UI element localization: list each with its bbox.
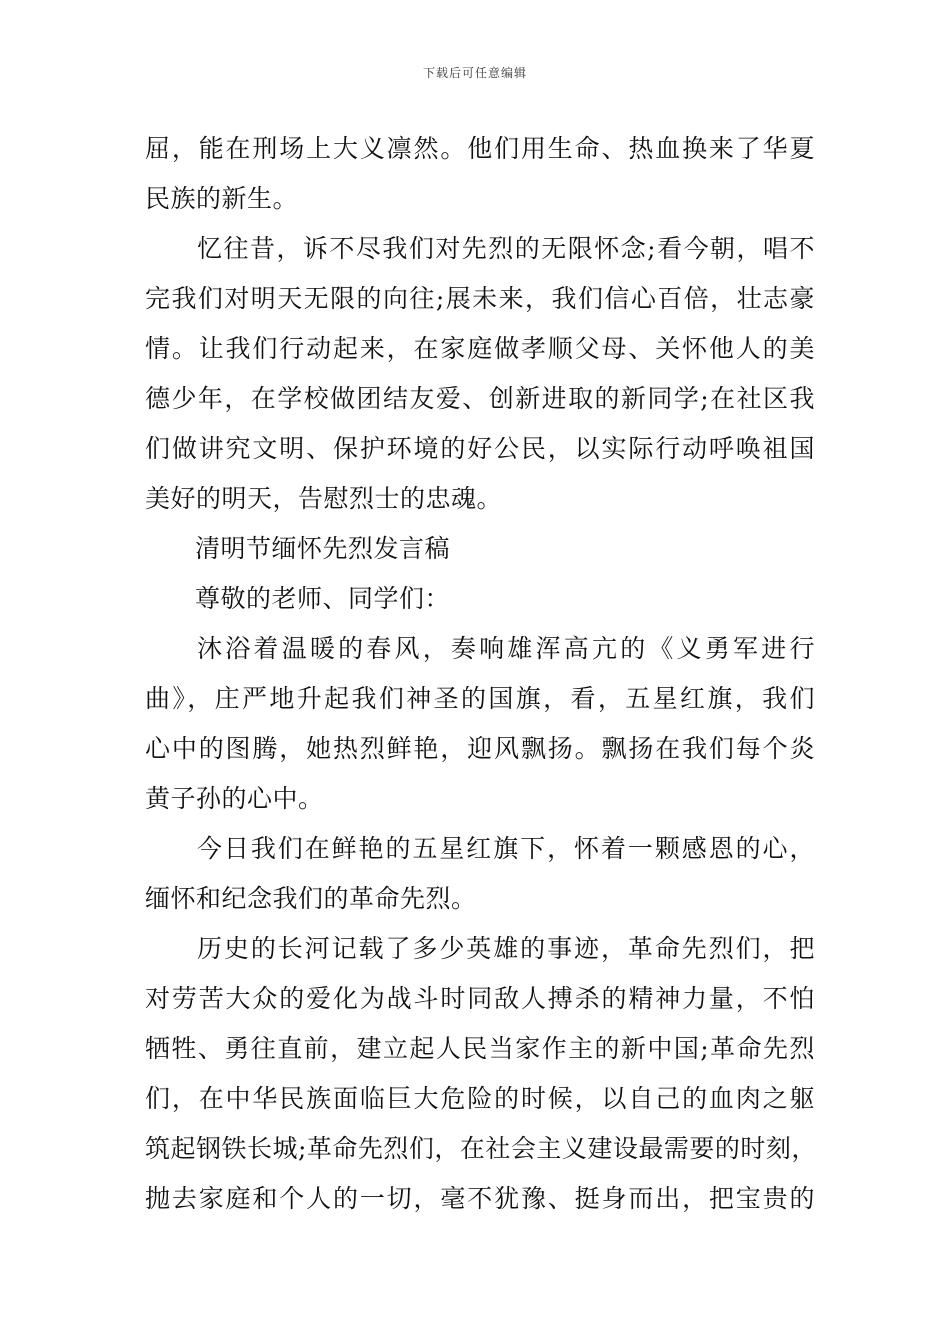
text-line: 美好的明天，告慰烈士的忠魂。: [145, 484, 503, 513]
text-line: 今日我们在鲜艳的五星红旗下，怀着一颗感恩的心，: [197, 834, 815, 863]
text-line: 对劳苦大众的爱化为战斗时同敌人搏杀的精神力量，不怕: [145, 984, 815, 1013]
text-line: 曲》，庄严地升起我们神圣的国旗，看，五星红旗，我们: [145, 684, 815, 713]
text-line: 们，在中华民族面临巨大危险的时候，以自己的血肉之躯: [145, 1084, 815, 1113]
text-line: 德少年，在学校做团结友爱、创新进取的新同学;在社区我: [145, 384, 815, 413]
document-body: [145, 124, 815, 1224]
text-line: 黄子孙的心中。: [145, 784, 324, 813]
text-line: 们做讲究文明、保护环境的好公民，以实际行动呼唤祖国: [145, 434, 815, 463]
page-header: 下载后可任意编辑: [422, 66, 527, 80]
text-line: 历史的长河记载了多少英雄的事迹，革命先烈们，把: [197, 934, 815, 963]
section-title: 清明节缅怀先烈发言稿: [195, 534, 451, 563]
text-line: 牺牲、勇往直前，建立起人民当家作主的新中国;革命先烈: [145, 1034, 815, 1063]
text-line: 情。让我们行动起来，在家庭做孝顺父母、关怀他人的美: [145, 334, 815, 363]
text-line: 缅怀和纪念我们的革命先烈。: [145, 884, 477, 913]
text-line: 屈，能在刑场上大义凛然。他们用生命、热血换来了华夏: [145, 134, 815, 163]
text-line: 沐浴着温暖的春风，奏响雄浑高亢的《义勇军进行: [197, 634, 815, 663]
salutation: 尊敬的老师、同学们：: [195, 584, 451, 613]
text-line: 抛去家庭和个人的一切，毫不犹豫、挺身而出，把宝贵的: [145, 1184, 815, 1213]
text-line: 筑起钢铁长城;革命先烈们，在社会主义建设最需要的时刻，: [145, 1134, 817, 1163]
text-line: 民族的新生。: [145, 184, 299, 213]
text-line: 完我们对明天无限的向往;展未来，我们信心百倍，壮志豪: [145, 284, 815, 313]
text-line: 心中的图腾，她热烈鲜艳，迎风飘扬。飘扬在我们每个炎: [145, 734, 815, 763]
text-line: 忆往昔，诉不尽我们对先烈的无限怀念;看今朝，唱不: [197, 234, 815, 263]
